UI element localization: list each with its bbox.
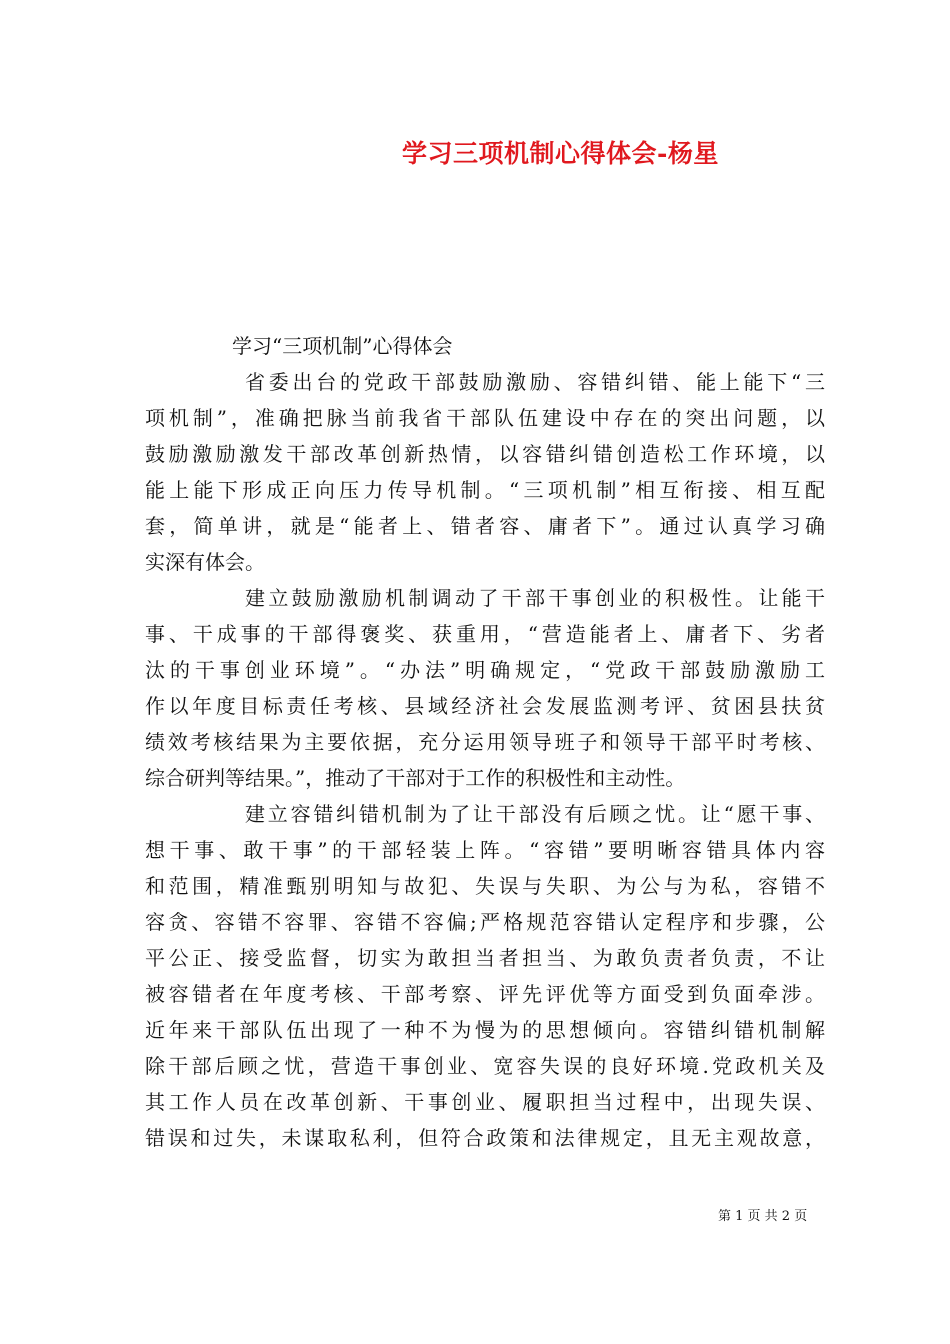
- paragraph-line: 实深有体会。: [145, 550, 265, 574]
- paragraph-line: 综合研判等结果。”，推动了干部对于工作的积极性和主动性。: [145, 766, 686, 790]
- paragraph-line: 被容错者在年度考核、干部考察、评先评优等方面受到负面牵涉。: [145, 982, 825, 1006]
- paragraph-line: 平公正、接受监督，切实为敢担当者担当、为敢负责者负责，不让: [145, 946, 825, 970]
- paragraph-line: 容贪、容错不容罪、容错不容偏;严格规范容错认定程序和步骤，公: [145, 910, 825, 934]
- paragraph-line: 能上能下形成正向压力传导机制。“三项机制”相互衔接、相互配: [145, 478, 825, 502]
- paragraph-line: 建立鼓励激励机制调动了干部干事创业的积极性。让能干: [245, 586, 825, 610]
- paragraph-line: 想干事、敢干事”的干部轻装上阵。“容错”要明晰容错具体内容: [145, 838, 825, 862]
- paragraph-line: 和范围，精准甄别明知与故犯、失误与失职、为公与为私，容错不: [145, 874, 825, 898]
- paragraph-3: [145, 796, 825, 1156]
- paragraph-2: [145, 580, 825, 796]
- document-title: 学习三项机制心得体会-杨星: [402, 139, 719, 168]
- paragraph-line: 近年来干部队伍出现了一种不为慢为的思想倾向。容错纠错机制解: [145, 1018, 825, 1042]
- paragraph-line: 项机制”，准确把脉当前我省干部队伍建设中存在的突出问题，以: [145, 406, 825, 430]
- paragraph-line: 作以年度目标责任考核、县域经济社会发展监测考评、贫困县扶贫: [145, 694, 825, 718]
- paragraph-line: 套，简单讲，就是“能者上、错者容、庸者下”。通过认真学习确: [145, 514, 825, 538]
- paragraph-line: 事、干成事的干部得褒奖、获重用，“营造能者上、庸者下、劣者: [145, 622, 825, 646]
- paragraph-line: 鼓励激励激发干部改革创新热情，以容错纠错创造松工作环境，以: [145, 442, 825, 466]
- paragraph-line: 错误和过失，未谋取私利，但符合政策和法律规定，且无主观故意，: [145, 1126, 825, 1150]
- paragraph-line: 汰的干事创业环境”。“办法”明确规定，“党政干部鼓励激励工: [145, 658, 825, 682]
- paragraph-1: [145, 364, 825, 580]
- paragraph-line: 建立容错纠错机制为了让干部没有后顾之忧。让“愿干事、: [245, 802, 825, 826]
- paragraph-line: 其工作人员在改革创新、干事创业、履职担当过程中，出现失误、: [145, 1090, 825, 1114]
- paragraph-line: 省委出台的党政干部鼓励激励、容错纠错、能上能下“三: [245, 370, 825, 394]
- paragraph-line: 绩效考核结果为主要依据，充分运用领导班子和领导干部平时考核、: [145, 730, 825, 754]
- document-body: [145, 364, 825, 1156]
- page-number-footer: 第 1 页 共 2 页: [718, 1209, 808, 1224]
- paragraph-line: 除干部后顾之忧，营造干事创业、宽容失误的良好环境.党政机关及: [145, 1054, 825, 1078]
- document-subtitle: 学习“三项机制”心得体会: [232, 334, 453, 358]
